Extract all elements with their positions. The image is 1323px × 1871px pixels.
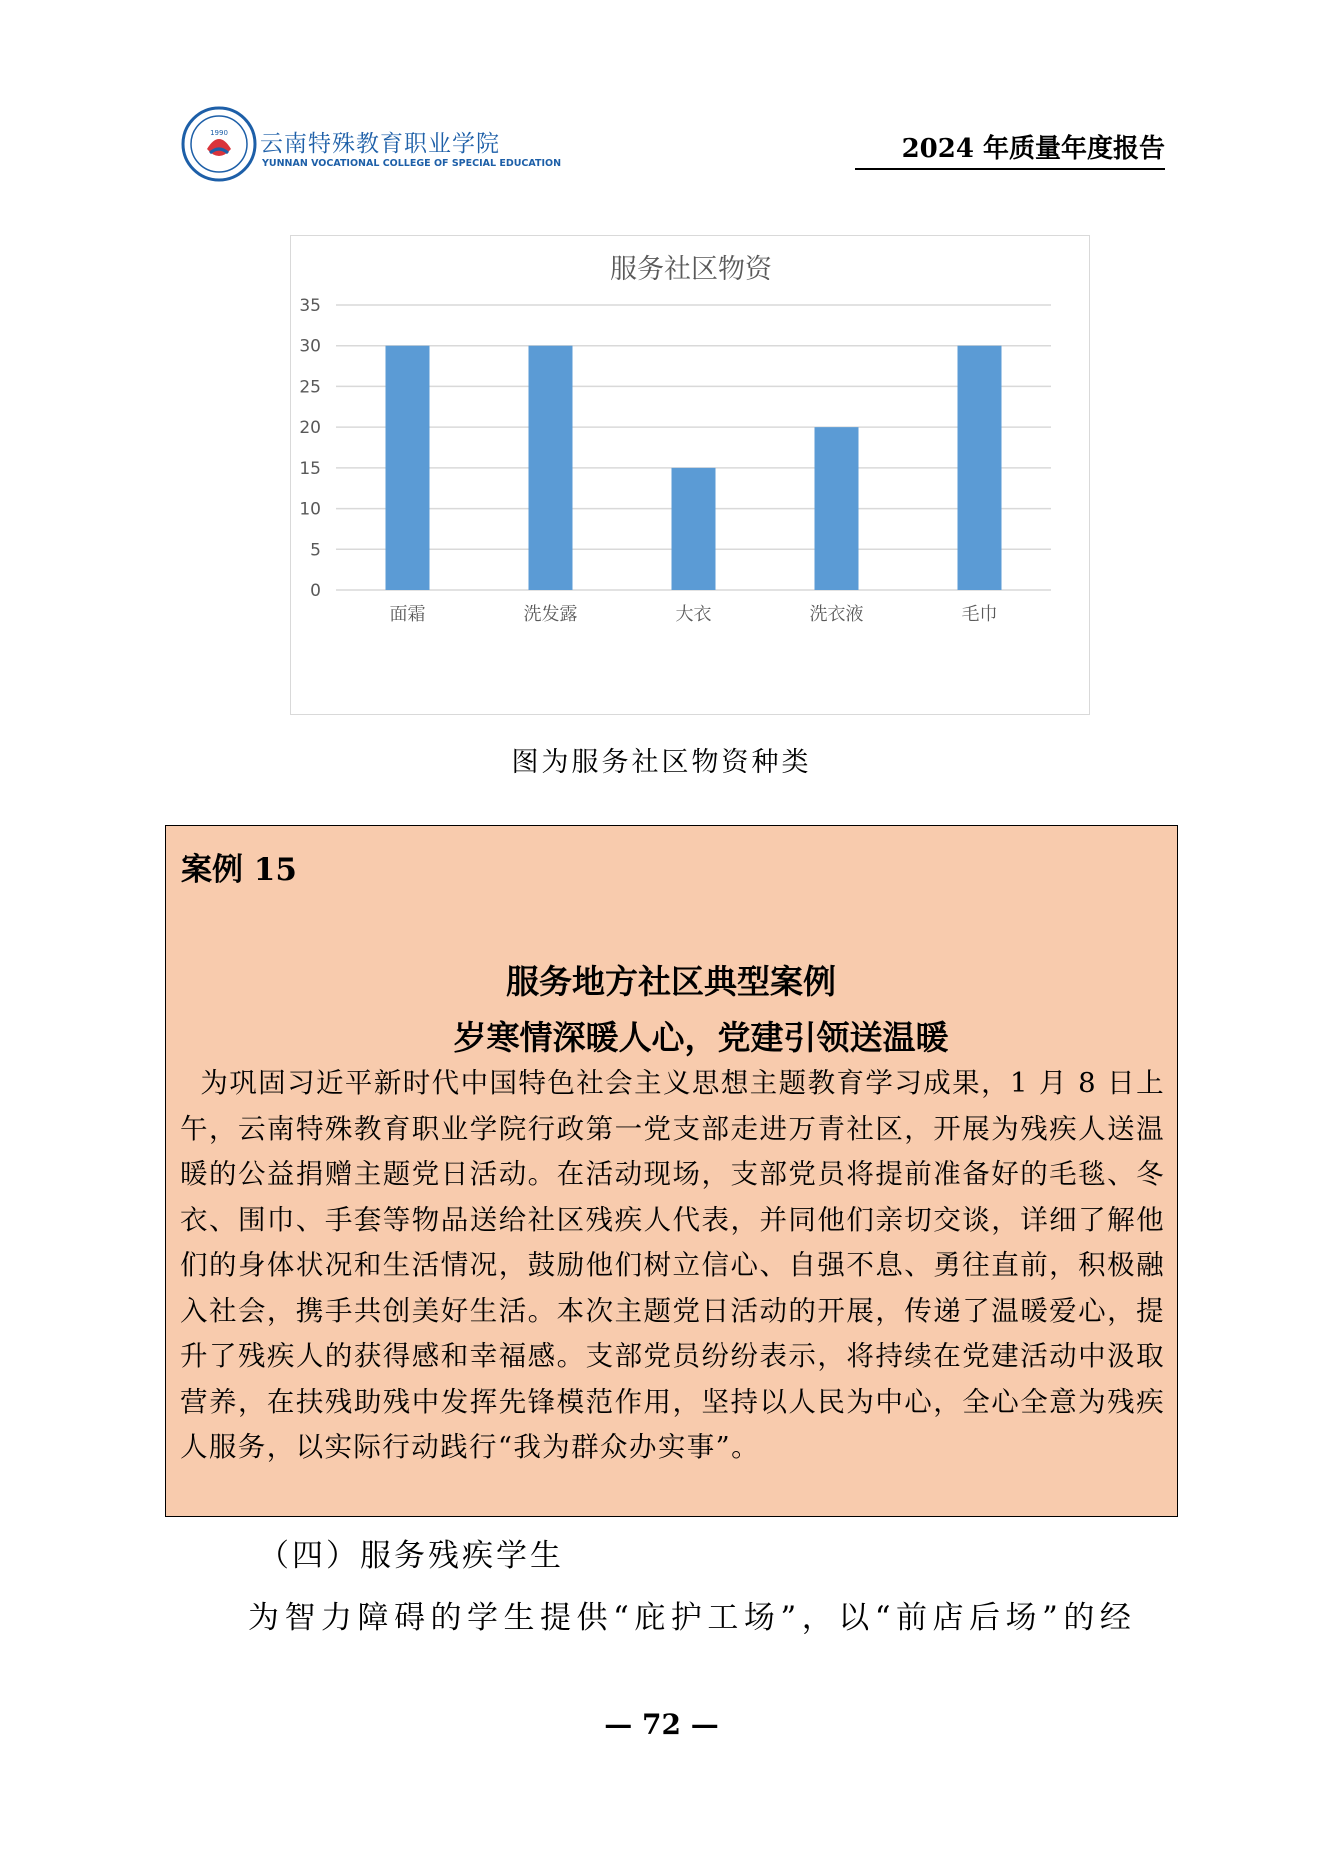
y-tick-label: 30 bbox=[299, 336, 321, 357]
case-body-content: 为巩固习近平新时代中国特色社会主义思想主题教育学习成果，1 月 8 日上午，云南特殊教育职业学院行政第一党支部走进万青社区，开展为残疾人送温暖的公益捐赠主题党日活动。在活动现场，支部党员将提前准备好的毛毯、冬衣、围巾、手套等物品送给社区残疾人代表，并同他们亲切交谈，详细了解他们的身体状况和生活情况，鼓励他们树立信心、自强不息、勇往直前，积极融入社会，携手共创美好生活。本次主题党日活动的开展，传递了温暖爱心，提升了残疾人的获得感和幸福感。支部党员纷纷表示，将持续在党建活动中汲取营养，在扶残助残中发挥先锋模范作用，坚持以人民为中心，全心全意为残疾人服务，以实际行动践行“我为群众办实事”。 bbox=[180, 1067, 1165, 1463]
y-tick-label: 35 bbox=[299, 296, 321, 316]
school-name-cn: 云南特殊教育职业学院 bbox=[260, 131, 500, 157]
case-subtitle: 岁寒情深暖人心，党建引领送温暖 bbox=[453, 1018, 949, 1057]
body-paragraph: 为智力障碍的学生提供“庇护工场”，以“前店后场”的经 bbox=[248, 1600, 1137, 1636]
y-tick-label: 10 bbox=[299, 499, 321, 520]
bar bbox=[672, 468, 716, 590]
school-name-en: YUNNAN VOCATIONAL COLLEGE OF SPECIAL EDUCATION bbox=[262, 158, 562, 169]
x-tick-label: 毛巾 bbox=[961, 604, 998, 625]
bar bbox=[529, 346, 573, 590]
bar bbox=[815, 427, 859, 590]
y-tick-label: 5 bbox=[310, 540, 321, 561]
x-tick-label: 洗发露 bbox=[523, 604, 578, 625]
bar-chart bbox=[290, 235, 1090, 715]
x-tick-label: 洗衣液 bbox=[809, 604, 864, 625]
logo-year: 1990 bbox=[210, 129, 228, 137]
page-number: — 72 — bbox=[604, 1708, 719, 1741]
section-heading: （四）服务残疾学生 bbox=[258, 1538, 564, 1574]
case-body-text bbox=[180, 1061, 1165, 1471]
y-tick-label: 20 bbox=[299, 418, 321, 439]
x-tick-label: 面霜 bbox=[389, 604, 426, 625]
bar-chart-canvas bbox=[291, 236, 1091, 716]
y-tick-label: 0 bbox=[310, 581, 321, 601]
y-tick-label: 25 bbox=[299, 377, 321, 398]
y-tick-label: 15 bbox=[299, 458, 321, 479]
case-label: 案例 15 bbox=[181, 852, 297, 888]
report-title: 2024 年质量年度报告 bbox=[901, 134, 1165, 164]
case-box bbox=[165, 825, 1178, 1517]
x-tick-label: 大衣 bbox=[675, 604, 712, 625]
school-emblem-icon bbox=[180, 105, 258, 183]
header-divider bbox=[855, 168, 1165, 170]
chart-caption: 图为服务社区物资种类 bbox=[511, 747, 812, 778]
bar bbox=[386, 346, 430, 590]
case-title: 服务地方社区典型案例 bbox=[506, 962, 836, 1001]
bar bbox=[958, 346, 1002, 590]
chart-title: 服务社区物资 bbox=[610, 254, 772, 285]
school-logo bbox=[180, 105, 562, 185]
